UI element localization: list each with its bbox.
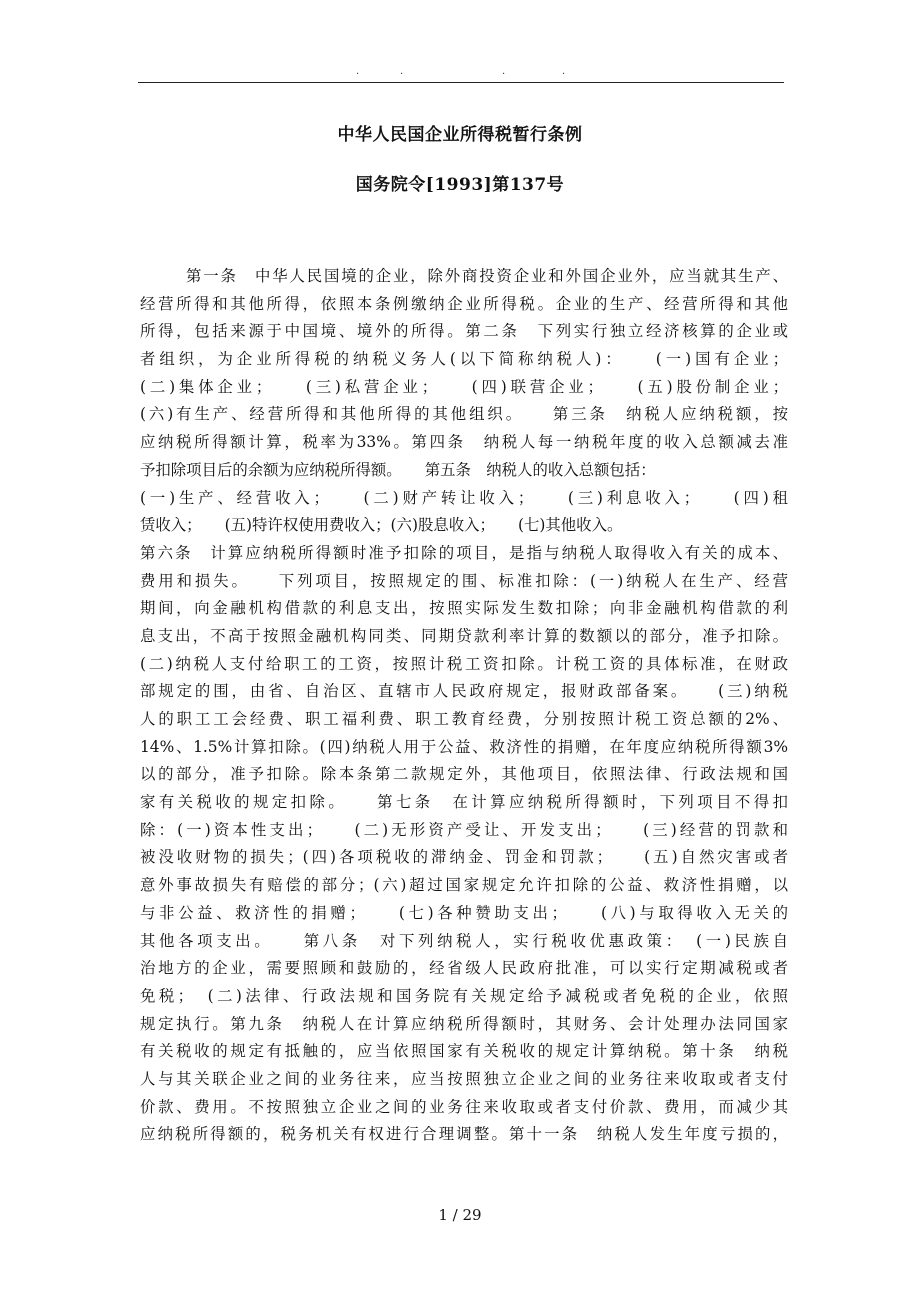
body-line: (二)纳税人支付给职工的工资，按照计税工资扣除。计税工资的具体标准，在财政	[140, 654, 788, 673]
body-line: (一)生产、经营收入； (二)财产转让收入； (三)利息收入； (四)租	[140, 488, 788, 507]
body-line: 与非公益、救济性的捐赠； (七)各种赞助支出； (八)与取得收入无关的	[140, 903, 788, 922]
body-line: 应纳税所得额计算，税率为33%。第四条 纳税人每一纳税年度的收入总额减去准	[140, 433, 788, 452]
header-dots	[138, 66, 784, 80]
body-line: 免税； (二)法律、行政法规和国务院有关规定给予减税或者免税的企业，依照	[140, 986, 788, 1005]
body-line: 除：(一)资本性支出； (二)无形资产受让、开发支出； (三)经营的罚款和	[140, 820, 788, 839]
header-dot: .	[400, 66, 404, 77]
body-line: 规定执行。第九条 纳税人在计算应纳税所得额时，其财务、会计处理办法同国家	[140, 1014, 788, 1033]
body-line: 期间，向金融机构借款的利息支出，按照实际发生数扣除；向非金融机构借款的利	[140, 599, 788, 618]
body-line: 被没收财物的损失；(四)各项税收的滞纳金、罚金和罚款； (五)自然灾害或者	[140, 848, 788, 867]
page-indicator: 1 / 29	[438, 1206, 482, 1224]
body-line: 以的部分，准予扣除。除本条第二款规定外，其他项目，依照法律、行政法规和国	[140, 765, 788, 784]
body-line: 费用和损失。 下列项目，按照规定的围、标准扣除：(一)纳税人在生产、经营	[140, 571, 788, 590]
header-dot: .	[562, 66, 566, 77]
body-line: 家有关税收的规定扣除。 第七条 在计算应纳税所得额时，下列项目不得扣	[140, 793, 788, 812]
body-line: 应纳税所得额的，税务机关有权进行合理调整。第十一条 纳税人发生年度亏损的，	[140, 1125, 788, 1144]
header-rule	[138, 82, 784, 83]
body-line: 14%、1.5%计算扣除。(四)纳税人用于公益、救济性的捐赠，在年度应纳税所得额3%	[140, 737, 788, 756]
body-line: 人的职工工会经费、职工福利费、职工教育经费，分别按照计税工资总额的2%、	[140, 710, 788, 728]
body-line: (六)有生产、经营所得和其他所得的其他组织。 第三条 纳税人应纳税额，按	[140, 405, 788, 424]
body-line: (二)集体企业； (三)私营企业； (四)联营企业； (五)股份制企业；	[140, 377, 788, 396]
body-line: 予扣除项目后的余额为应纳税所得额。 第五条 纳税人的收入总额包括：	[140, 460, 656, 479]
body-line: 所得，包括来源于中国境、境外的所得。第二条 下列实行独立经济核算的企业或	[140, 322, 788, 341]
body-line: 其他各项支出。 第八条 对下列纳税人，实行税收优惠政策： (一)民族自	[140, 931, 788, 950]
body-line: 者组织，为企业所得税的纳税义务人(以下简称纳税人)： (一)国有企业；	[140, 350, 788, 369]
body-line: 经营所得和其他所得，依照本条例缴纳企业所得税。企业的生产、经营所得和其他	[140, 294, 788, 313]
body-line: 有关税收的规定有抵触的，应当依照国家有关税收的规定计算纳税。第十条 纳税	[140, 1042, 788, 1061]
document-title: 中华人民国企业所得税暂行条例	[337, 125, 583, 145]
body-line: 息支出，不高于按照金融机构同类、同期贷款利率计算的数额以的部分，准予扣除。	[140, 626, 788, 645]
body-line: 赁收入； (五)特许权使用费收入；(六)股息收入； (七)其他收入。	[140, 516, 623, 535]
body-line: 部规定的围，由省、自治区、直辖市人民政府规定，报财政部备案。 (三)纳税	[140, 682, 788, 701]
body-line: 治地方的企业，需要照顾和鼓励的，经省级人民政府批准，可以实行定期减税或者	[140, 959, 788, 978]
body-line: 第六条 计算应纳税所得额时准予扣除的项目，是指与纳税人取得收入有关的成本、	[140, 543, 788, 562]
document-subtitle: 国务院令[1993]第137号	[355, 175, 565, 195]
body-line: 价款、费用。不按照独立企业之间的业务往来收取或者支付价款、费用，而减少其	[140, 1097, 788, 1116]
body-line: 第一条 中华人民国境的企业，除外商投资企业和外国企业外，应当就其生产、	[186, 267, 788, 285]
document-body	[140, 263, 788, 1149]
body-line: 人与其关联企业之间的业务往来，应当按照独立企业之间的业务往来收取或者支付	[140, 1069, 788, 1088]
header-dot: .	[502, 66, 506, 77]
header-dot: .	[356, 66, 360, 77]
body-line: 意外事故损失有赔偿的部分；(六)超过国家规定允许扣除的公益、救济性捐赠，以	[140, 876, 788, 895]
